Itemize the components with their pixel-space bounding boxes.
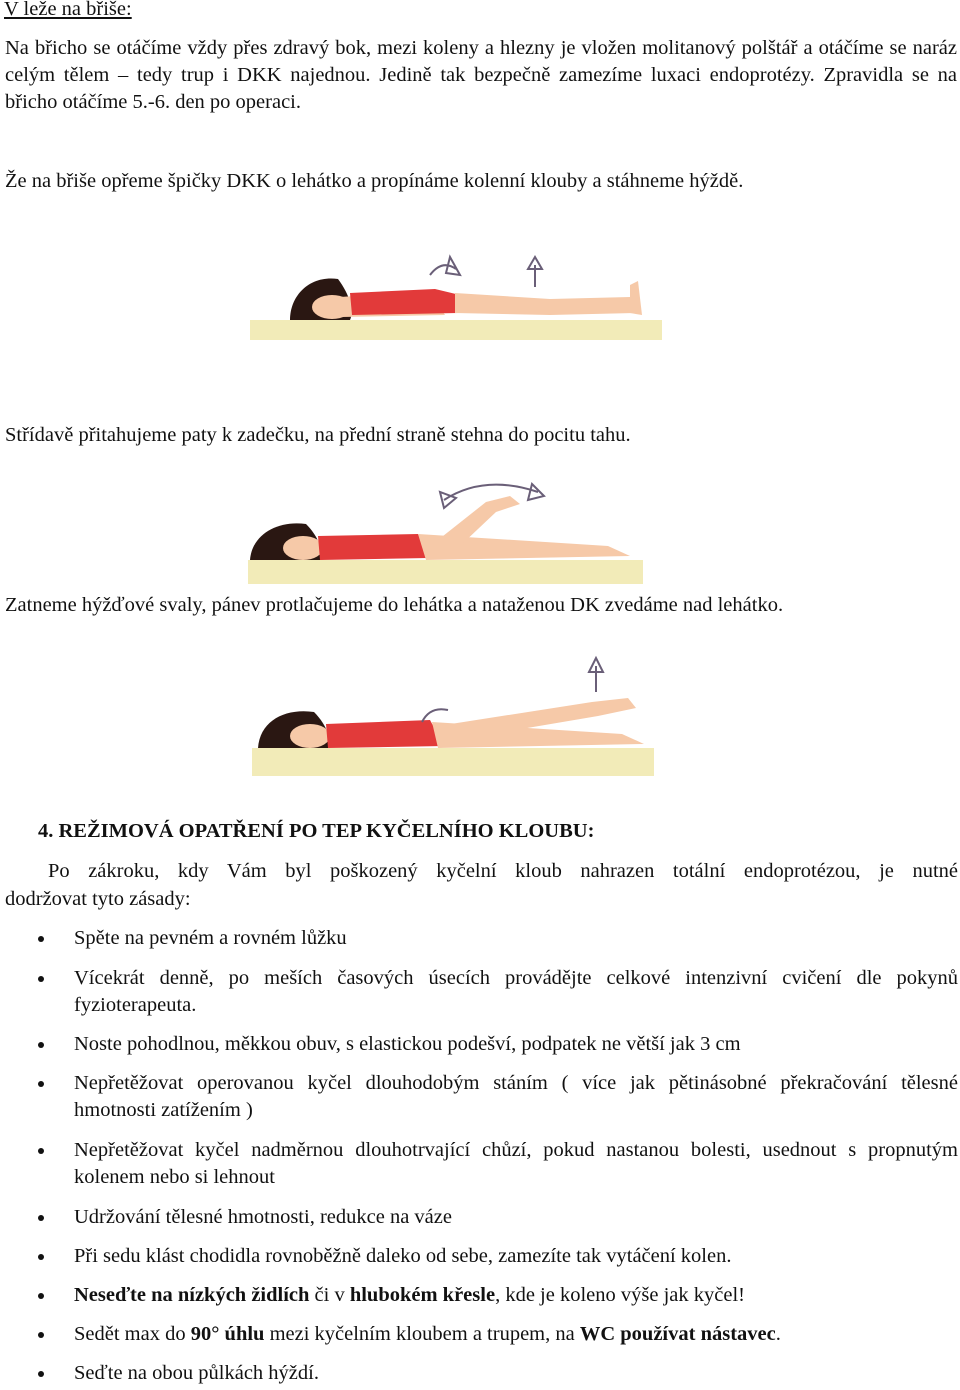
bullet-icon	[38, 1215, 44, 1221]
bullet-icon	[38, 1293, 44, 1299]
list-item: Při sedu klást chodidla rovnoběžně daleko od sebe, zamezíte tak vytáčení kolen.	[74, 1243, 958, 1270]
turning-instructions: Na břicho se otáčíme vždy přes zdravý bok, mezi koleny a hlezny je vložen molitanový polštář a otáčíme se naráz celým tělem – tedy trup i DKK najednou. Jedině tak bezpečně zamezíme luxaci endoprotézy. Zpravidla se na břicho otáčíme 5.-6. den po operaci.	[5, 37, 957, 113]
exercise-1-illustration	[250, 225, 670, 340]
regime-intro-line-1: Po zákroku, kdy Vám byl poškozený kyčelní kloub nahrazen totální endoprotézou, je nutné	[48, 860, 958, 882]
bullet-icon	[38, 936, 44, 942]
regime-measures-heading: 4. REŽIMOVÁ OPATŘENÍ PO TEP KYČELNÍHO KLOUBU:	[38, 820, 595, 842]
bullet-icon	[38, 1081, 44, 1087]
bullet-icon	[38, 1332, 44, 1338]
list-item: Seďte na obou půlkách hýždí.	[74, 1360, 958, 1387]
section-title-prone: V leže na břiše:	[4, 0, 132, 20]
bullet-icon	[38, 1042, 44, 1048]
exercise-1-text: Že na břiše opřeme špičky DKK o lehátko a propínáme kolenní klouby a stáhneme hýždě.	[5, 170, 744, 192]
bullet-icon	[38, 1371, 44, 1377]
list-item: Nepřetěžovat kyčel nadměrnou dlouhotrvající chůzí, pokud nastanou bolesti, usednout s propnutým kolenem nebo si lehnout	[74, 1137, 958, 1191]
list-item: Noste pohodlnou, měkkou obuv, s elastickou podešví, podpatek ne větší jak 3 cm	[74, 1031, 958, 1058]
bullet-icon	[38, 976, 44, 982]
exercise-3-illustration	[252, 648, 657, 778]
list-item: Nepřetěžovat operovanou kyčel dlouhodobým stáním ( více jak pětinásobné překračování tělesné hmotnosti zatížením )	[74, 1070, 958, 1124]
exercise-2-text: Střídavě přitahujeme paty k zadečku, na přední straně stehna do pocitu tahu.	[5, 424, 631, 446]
exercise-3-text: Zatneme hýžďové svaly, pánev protlačujeme do lehátka a nataženou DK zvedáme nad lehátko.	[5, 594, 784, 616]
list-item: Neseďte na nízkých židlích či v hlubokém křesle, kde je koleno výše jak kyčel!	[74, 1282, 958, 1309]
bullet-icon	[38, 1148, 44, 1154]
regime-intro-line-2: dodržovat tyto zásady:	[5, 888, 191, 910]
list-item: Spěte na pevném a rovném lůžku	[74, 925, 958, 952]
exercise-2-illustration	[248, 474, 648, 586]
bullet-icon	[38, 1254, 44, 1260]
list-item: Vícekrát denně, po meších časových úsecích provádějte celkové intenzivní cvičení dle pokynů fyzioterapeuta.	[74, 965, 958, 1019]
list-item: Udržování tělesné hmotnosti, redukce na váze	[74, 1204, 958, 1231]
list-item: Sedět max do 90° úhlu mezi kyčelním kloubem a trupem, na WC používat nástavec.	[74, 1321, 958, 1348]
